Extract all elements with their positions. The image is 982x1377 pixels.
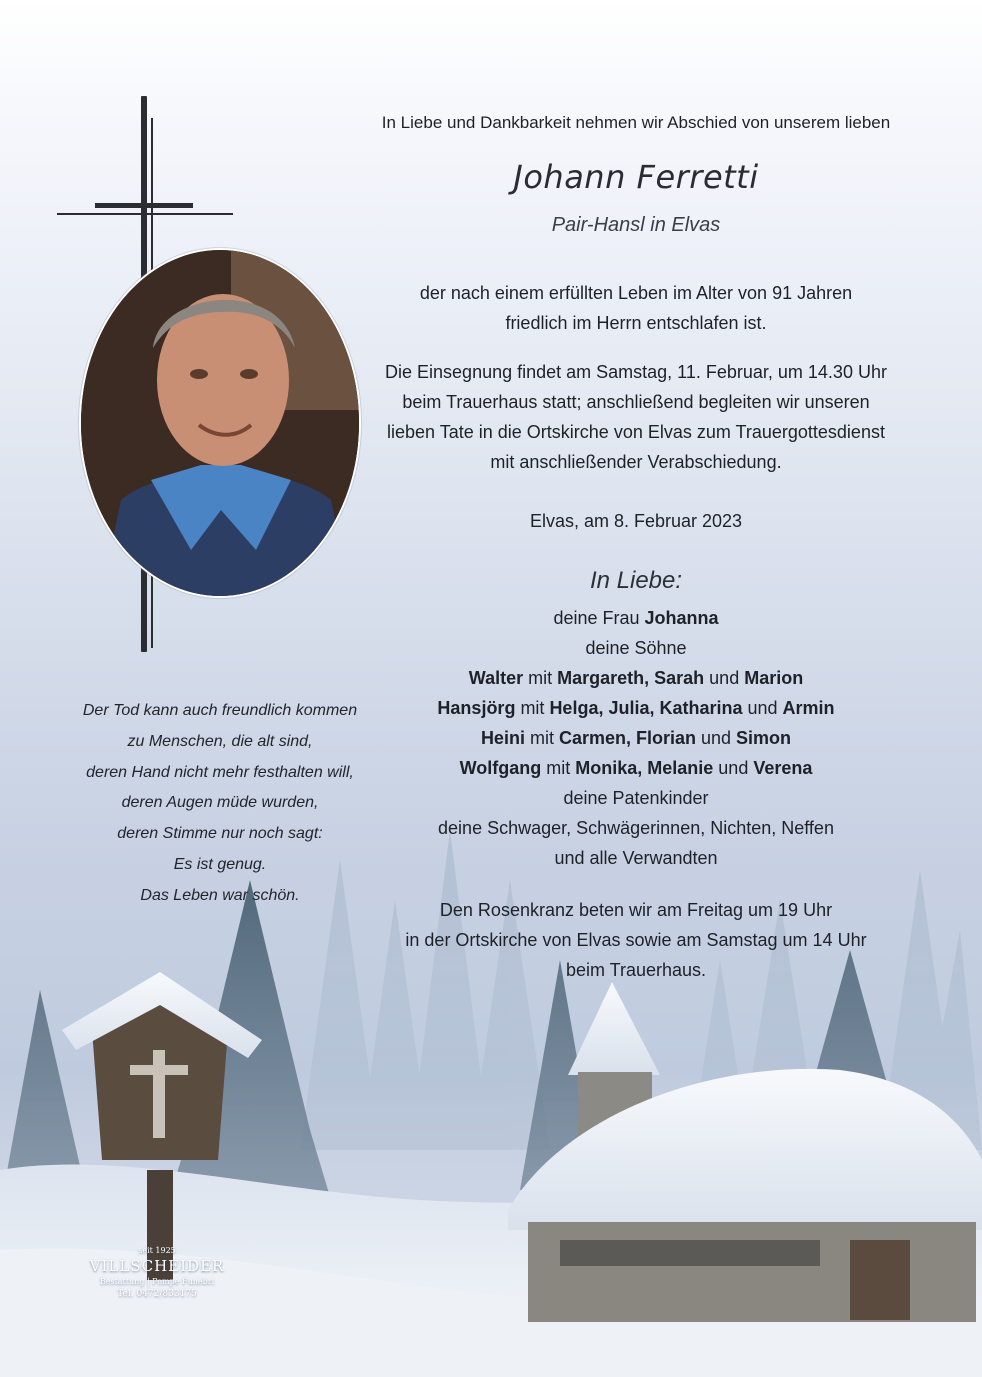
relative-name: Verena <box>753 758 813 778</box>
poem-line: deren Stimme nur noch sagt: <box>117 825 323 843</box>
family-son-row <box>372 723 900 753</box>
ceremony-line: beim Trauerhaus statt; anschließend begleiten wir unseren <box>402 392 870 412</box>
family-son-row <box>372 663 900 693</box>
connector-word: mit <box>523 668 558 688</box>
portrait-image <box>81 250 359 596</box>
family-son-row <box>372 753 900 783</box>
portrait-photo <box>79 248 361 598</box>
family-list <box>372 603 900 873</box>
connector-word: mit <box>515 698 550 718</box>
deceased-nickname: Pair-Hansl in Elvas <box>551 214 721 236</box>
ceremony-line: mit anschließender Verabschiedung. <box>490 452 782 472</box>
poem-line: Der Tod kann auch freundlich kommen <box>82 702 358 719</box>
son-name: Wolfgang <box>459 758 542 778</box>
family-son-row <box>372 693 900 723</box>
relative-names: Margareth, Sarah <box>557 668 705 688</box>
relative-name: Simon <box>736 728 792 748</box>
connector-word: und <box>695 728 737 748</box>
family-sons-label: deine Söhne <box>585 638 687 658</box>
memorial-poem <box>70 696 370 912</box>
intro-line: In Liebe und Dankbarkeit nehmen wir Abschied von unserem lieben <box>381 113 891 132</box>
death-line: friedlich im Herrn entschlafen ist. <box>505 313 767 333</box>
family-wife <box>372 603 900 633</box>
place-date-text: Elvas, am 8. Februar 2023 <box>529 511 743 531</box>
logo-subtitle: Bestattung | Pompe Funebri <box>99 1277 215 1286</box>
relative-name: Marion <box>744 668 804 688</box>
rosary-notice <box>372 895 900 985</box>
place-date <box>372 506 900 536</box>
logo-phone: Tel. 0472/833175 <box>117 1289 197 1299</box>
ceremony-line: lieben Tate in die Ortskirche von Elvas zum Trauergottesdienst <box>387 422 885 442</box>
deceased-name: Johann Ferretti <box>513 158 759 196</box>
death-line: der nach einem erfüllten Leben im Alter von 91 Jahren <box>419 283 853 303</box>
cross-horizontal-thin-bar <box>57 213 233 215</box>
family-inlaws: deine Schwager, Schwägerinnen, Nichten, Neffen <box>438 818 834 838</box>
poem-line: Das Leben war schön. <box>140 886 300 904</box>
family-relatives: und alle Verwandten <box>554 848 718 868</box>
cross-horizontal-bar <box>95 203 193 208</box>
relative-names: Monika, Melanie <box>575 758 714 778</box>
relative-names: Carmen, Florian <box>558 728 696 748</box>
son-name: Walter <box>468 668 524 688</box>
death-notice <box>372 278 900 338</box>
logo-brand: VILLSCHEIDER <box>89 1257 225 1275</box>
in-love-heading: In Liebe: <box>589 567 683 594</box>
connector-word: und <box>713 758 754 778</box>
connector-word: mit <box>524 728 559 748</box>
poem-line: deren Augen müde wurden, <box>121 794 319 812</box>
poem-line: deren Hand nicht mehr festhalten will, <box>86 763 354 781</box>
rosary-line: in der Ortskirche von Elvas sowie am Samstag um 14 Uhr <box>405 930 867 950</box>
rosary-line: beim Trauerhaus. <box>565 960 707 980</box>
ceremony-line: Die Einsegnung findet am Samstag, 11. Februar, um 14.30 Uhr <box>385 362 887 382</box>
poem-line: zu Menschen, die alt sind, <box>127 732 313 750</box>
logo-since: seit 1925 <box>138 1246 176 1255</box>
rosary-line: Den Rosenkranz beten wir am Freitag um 19 Uhr <box>439 900 833 920</box>
connector-word: mit <box>541 758 576 778</box>
wife-prefix: deine Frau <box>553 608 645 628</box>
ceremony-notice <box>372 357 900 477</box>
son-name: Hansjörg <box>437 698 516 718</box>
relative-name: Armin <box>782 698 835 718</box>
poem-line: Es ist genug. <box>173 855 267 873</box>
connector-word: und <box>742 698 783 718</box>
family-godchildren: deine Patenkinder <box>563 788 709 808</box>
relative-names: Helga, Julia, Katharina <box>549 698 743 718</box>
wife-name: Johanna <box>644 608 719 628</box>
son-name: Heini <box>480 728 525 748</box>
connector-word: und <box>704 668 745 688</box>
funeral-home-logo <box>82 1246 232 1301</box>
